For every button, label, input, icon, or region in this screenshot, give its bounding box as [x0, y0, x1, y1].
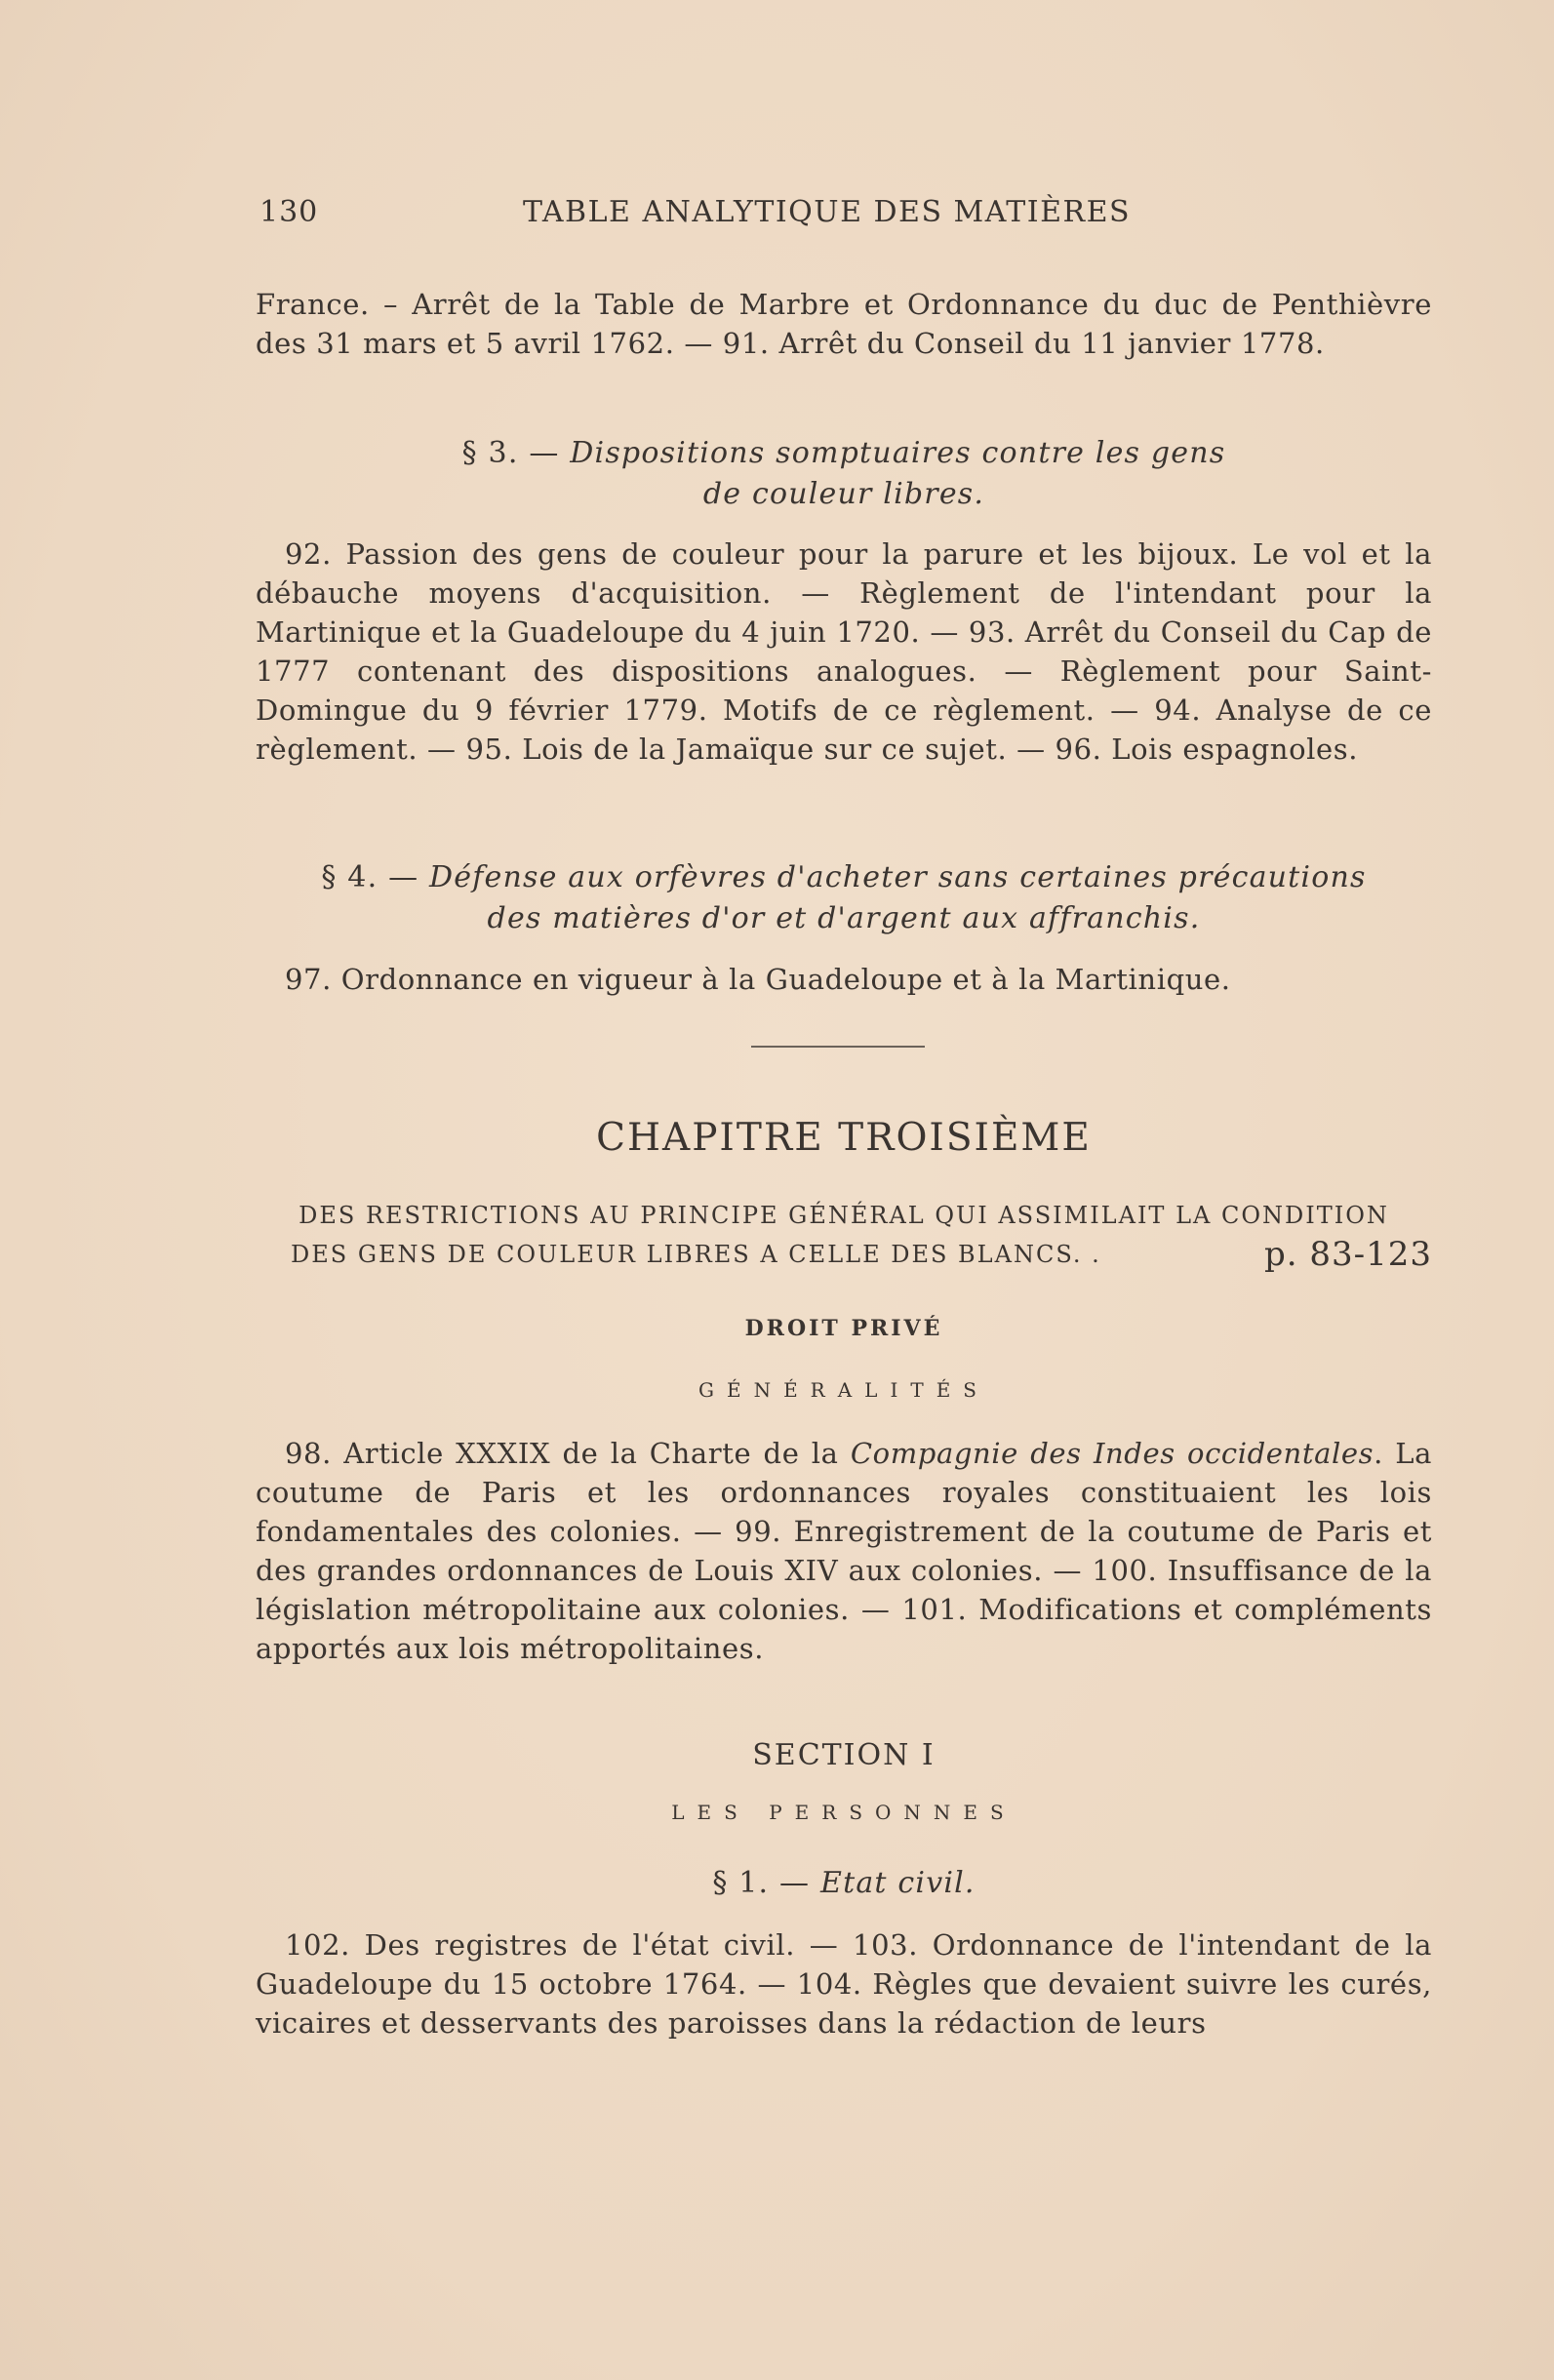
- section-3-title-line2: de couleur libres.: [702, 477, 985, 511]
- separator-rule: [751, 1046, 925, 1048]
- section-4-title-line1: Défense aux orfèvres d'acheter sans certaines précautions: [429, 860, 1367, 894]
- para-92-block: [256, 535, 1432, 769]
- para-98-block: [256, 1434, 1432, 1668]
- chapter-subtitle-line2: DES GENS DE COULEUR LIBRES A CELLE DES BLANCS. .: [291, 1241, 1101, 1268]
- paragraph-98-italic: Compagnie des Indes occidentales: [850, 1437, 1375, 1470]
- par-1-title: Etat civil.: [819, 1866, 976, 1900]
- section-3-heading: [256, 433, 1432, 515]
- page-number: 130: [259, 195, 319, 229]
- paragraph-97: 97. Ordonnance en vigueur à la Guadeloupe et à la Martinique.: [285, 963, 1231, 996]
- section-4-title-line2: des matières d'or et d'argent aux affranchis.: [487, 901, 1201, 935]
- generalites-heading: GÉNÉRALITÉS: [698, 1378, 989, 1402]
- paragraph-92: 92. Passion des gens de couleur pour la parure et les bijoux. Le vol et la débauche moyens d'acquisition. — Règlement de l'intendant pour la Martinique et la Guadeloupe du 4 juin 1720. — 93. Arrêt du Conseil du Cap de 1777 contenant des dispositions analogues. — Règlement pour Saint-Domingue du 9 février 1779. Motifs de ce règlement. — 94. Analyse de ce règlement. — 95. Lois de la Jamaïque sur ce sujet. — 96. Lois espagnoles.: [256, 537, 1432, 766]
- section-3-sign: § 3. —: [461, 436, 560, 470]
- paragraph-98-rest: . La coutume de Paris et les ordonnances royales constituaient les lois fondamentales des colonies. — 99. Enregistrement de la coutume de Paris et des grandes ordonnances de Louis XIV aux colonies. — 100. Insuffisance de la législation métropolitaine aux colonies. — 101. Modifications et compléments apportés aux lois métropolitaines.: [256, 1437, 1432, 1665]
- para-102-block: [256, 1925, 1432, 2043]
- par-1-sign: § 1. —: [712, 1866, 811, 1900]
- section-3-title-line1: Dispositions somptuaires contre les gens: [570, 436, 1226, 470]
- section-i-title: SECTION I: [752, 1738, 936, 1772]
- paragraph-98-start: 98. Article XXXIX de la Charte de la: [285, 1437, 851, 1470]
- par-1-line: [256, 1863, 1432, 1904]
- section-4-line1: [256, 857, 1432, 898]
- section-3-line1: [256, 433, 1432, 474]
- chapter-pages: p. 83-123: [1263, 1235, 1432, 1274]
- paragraph-98: [256, 1434, 1432, 1668]
- running-head: [259, 195, 1432, 234]
- chapter-subtitle: [256, 1196, 1432, 1274]
- chapter-title: CHAPITRE TROISIÈME: [596, 1116, 1092, 1160]
- chapter-subtitle-line1: DES RESTRICTIONS AU PRINCIPE GÉNÉRAL QUI ASSIMILAIT LA CONDITION: [299, 1202, 1389, 1229]
- paragraph-france: France. – Arrêt de la Table de Marbre et Ordonnance du duc de Penthièvre des 31 mars et 5 avril 1762. — 91. Arrêt du Conseil du 11 janvier 1778.: [256, 288, 1432, 360]
- section-i-subtitle: LES PERSONNES: [671, 1801, 1016, 1824]
- running-title: TABLE ANALYTIQUE DES MATIÈRES: [523, 195, 1132, 229]
- part-title: DROIT PRIVÉ: [744, 1316, 943, 1341]
- para-france-block: [256, 285, 1432, 363]
- paragraph-102: 102. Des registres de l'état civil. — 103. Ordonnance de l'intendant de la Guadeloupe du 15 octobre 1764. — 104. Règles que devaient suivre les curés, vicaires et desservants des paroisses dans la rédaction de leurs: [256, 1928, 1432, 2040]
- section-4-heading: [256, 857, 1432, 939]
- para-97-block: [256, 960, 1432, 999]
- section-4-sign: § 4. —: [321, 860, 419, 894]
- chapter-subtitle-line2-row: [256, 1235, 1432, 1274]
- par-1-heading: [256, 1863, 1432, 1904]
